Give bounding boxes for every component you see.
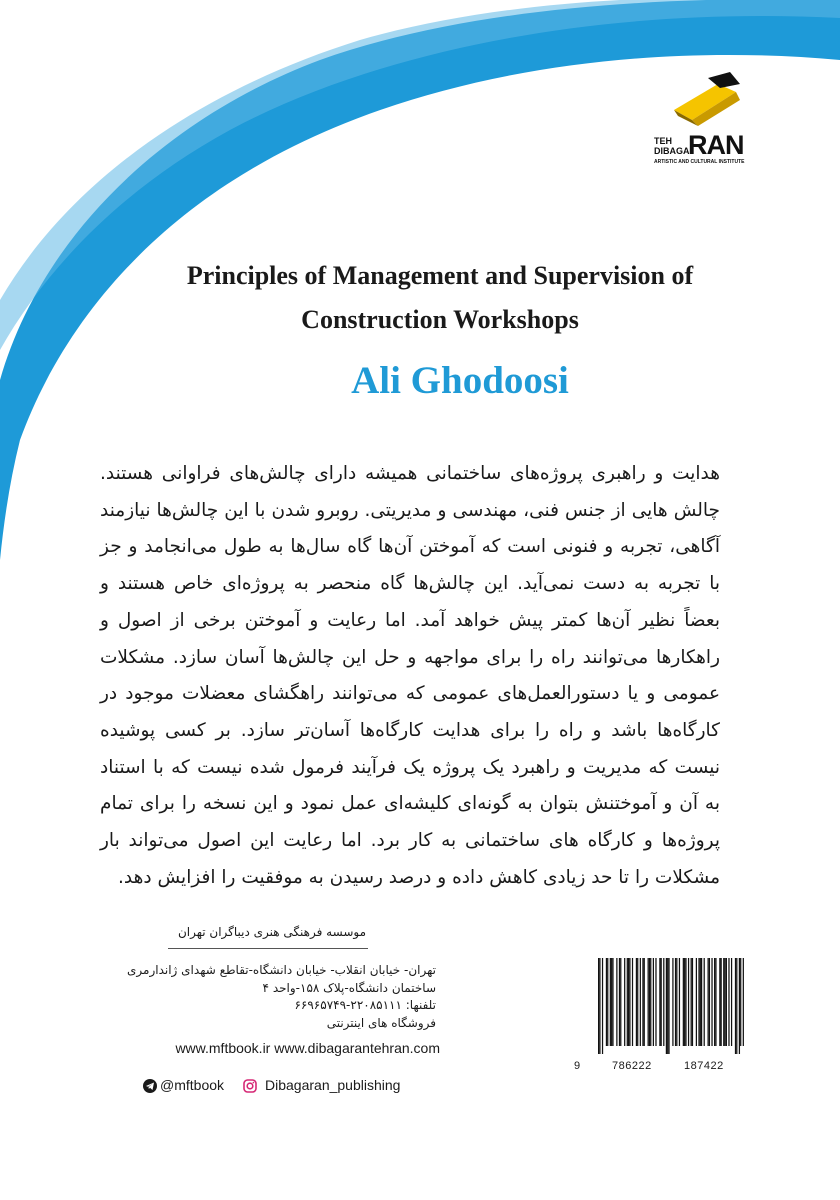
barcode-bar xyxy=(628,958,629,1046)
barcode-bar xyxy=(675,958,676,1046)
barcode-bar xyxy=(708,958,709,1046)
barcode-bar xyxy=(672,958,673,1046)
barcode-bar xyxy=(667,958,668,1054)
barcode-bar xyxy=(696,958,697,1046)
barcode-bar xyxy=(607,958,608,1046)
barcode-bar xyxy=(731,958,732,1046)
barcode-bar xyxy=(714,958,715,1046)
barcode-bar xyxy=(644,958,645,1046)
barcode-bar xyxy=(616,958,617,1046)
barcode-bar xyxy=(676,958,677,1046)
barcode-bar xyxy=(663,958,664,1046)
title-line-2: Construction Workshops xyxy=(301,305,579,334)
barcode-bar xyxy=(698,958,699,1046)
barcode-bar xyxy=(711,958,712,1046)
barcode-bar xyxy=(661,958,662,1046)
barcode-bar xyxy=(679,958,680,1046)
logo-teh-text: TEH xyxy=(654,136,672,146)
barcode-bar xyxy=(735,958,736,1054)
barcode-bar xyxy=(683,958,684,1046)
barcode-bar xyxy=(724,958,725,1046)
phone-numbers: تلفنها: ۲۲۰۸۵۱۱۱-۶۶۹۶۵۷۴۹ xyxy=(294,998,436,1012)
barcode-bar xyxy=(721,958,722,1046)
isbn-digits-right: 187422 xyxy=(684,1060,724,1072)
barcode-bar xyxy=(655,958,656,1046)
instagram-icon xyxy=(243,1079,257,1093)
barcode-bar xyxy=(636,958,637,1046)
barcode-bar xyxy=(602,958,603,1054)
barcode-bar xyxy=(650,958,651,1046)
barcode-bar xyxy=(666,958,667,1054)
barcode-bar xyxy=(701,958,702,1046)
barcode-bar xyxy=(624,958,625,1046)
barcode-bar xyxy=(704,958,705,1046)
publisher-logo xyxy=(654,70,764,180)
address-line-1: تهران- خیابان انقلاب- خیابان دانشگاه-تقاطع شهدای ژاندارمری xyxy=(127,963,436,977)
barcode-bar xyxy=(610,958,611,1046)
isbn-digit-first: 9 xyxy=(574,1060,581,1072)
barcode-bar xyxy=(719,958,720,1046)
book-arrow-logo-icon xyxy=(668,70,748,128)
barcode-bar xyxy=(726,958,727,1046)
barcode-bar xyxy=(688,958,689,1046)
barcode-bar xyxy=(619,958,620,1046)
barcode-bar xyxy=(620,958,621,1046)
barcode-bar xyxy=(599,958,600,1054)
barcode-bar xyxy=(739,958,740,1054)
barcode-bar xyxy=(612,958,613,1046)
barcode-bar xyxy=(736,958,737,1054)
barcode-bar xyxy=(653,958,654,1046)
barcode-bar xyxy=(637,958,638,1046)
barcode-bar xyxy=(668,958,669,1054)
logo-dibaga-text: DIBAGA xyxy=(654,146,690,156)
barcode-bar xyxy=(611,958,612,1046)
barcode-bar xyxy=(691,958,692,1046)
barcode-bar xyxy=(743,958,744,1046)
logo-ran-text: RAN xyxy=(688,130,744,160)
logo-subtitle: ARTISTIC AND CULTURAL INSTITUTE xyxy=(654,159,745,165)
publisher-name: موسسه فرهنگی هنری دیباگران تهران xyxy=(177,925,366,939)
barcode-bar xyxy=(606,958,607,1046)
title-line-1: Principles of Management and Supervision of xyxy=(186,261,694,290)
barcode-bar xyxy=(649,958,650,1046)
barcode-bar xyxy=(632,958,633,1046)
isbn-digits-left: 786222 xyxy=(612,1060,652,1072)
book-title xyxy=(120,254,760,342)
barcode-bar xyxy=(598,958,599,1054)
barcode-bar xyxy=(709,958,710,1046)
barcode-bar xyxy=(684,958,685,1046)
barcode-bar xyxy=(627,958,628,1046)
address-line-2: ساختمان دانشگاه-پلاک ۱۵۸-واحد ۴ xyxy=(262,980,436,995)
barcode-bar xyxy=(715,958,716,1046)
barcode-bar xyxy=(723,958,724,1046)
barcode-bar xyxy=(648,958,649,1046)
website-links: www.mftbook.ir www.dibagarantehran.com xyxy=(175,1040,440,1056)
isbn-barcode xyxy=(598,958,744,1054)
barcode-bar xyxy=(642,958,643,1046)
barcode-bar xyxy=(700,958,701,1046)
telegram-icon xyxy=(143,1079,157,1093)
barcode-bar xyxy=(629,958,630,1046)
publisher-address xyxy=(90,962,436,1032)
barcode-bar xyxy=(659,958,660,1046)
barcode-bar xyxy=(640,958,641,1046)
online-stores-label: فروشگاه های اینترنتی xyxy=(326,1015,436,1030)
telegram-handle: @mftbook xyxy=(160,1077,225,1093)
book-description: هدایت و راهبری پروژه‌های ساختمانی همیشه دارای چالش‌های فراوانی هستند. چالش هایی از جنس فنی، مهندسی و مدیریتی. روبرو شدن با این چالش‌ها نیازمند آگاهی، تجربه و فنونی است که آموختن آن‌ها گاه سال‌ها به طول می‌انجامد و جز با تجربه به دست نمی‌آید. این چالش‌ها گاه منحصر به پروژه‌ای خاص هستند و بعضاً نظیر آن‌ها کمتر پیش خواهد آمد. اما رعایت و آموختن برخی از اصول و راهکارها می‌توانند راه را برای مواجهه و حل این چالش‌ها آسان سازد. مشکلات عمومی و یا دستورالعمل‌های عمومی که می‌توانند راهگشای معضلات موجود در کارگاه‌ها باشد و راه را برای هدایت کارگاه‌ها آسان‌تر سازد. بر کسی پوشیده نیست که مدیریت و راهبرد یک پروژه یک فرآیند فرمول شده نیست که با استناد به آن و آموختنش بتوان به گونه‌ای کلیشه‌ای عمل نمود و این نسخه را برای تمام پروژه‌ها و کارگاه های ساختمانی به کار برد. اما رعایت این اصول می‌تواند بار مشکلات را تا حد زیادی کاهش داده و درصد رسیدن به موفقیت را افزایش دهد. xyxy=(100,463,720,888)
instagram-handle: Dibagaran_publishing xyxy=(265,1077,401,1093)
barcode-bar xyxy=(685,958,686,1046)
barcode-bar xyxy=(740,958,741,1046)
publisher-divider xyxy=(168,948,368,949)
author-name: Ali Ghodoosi xyxy=(351,359,569,402)
barcode-bar xyxy=(692,958,693,1046)
barcode-bar xyxy=(728,958,729,1046)
